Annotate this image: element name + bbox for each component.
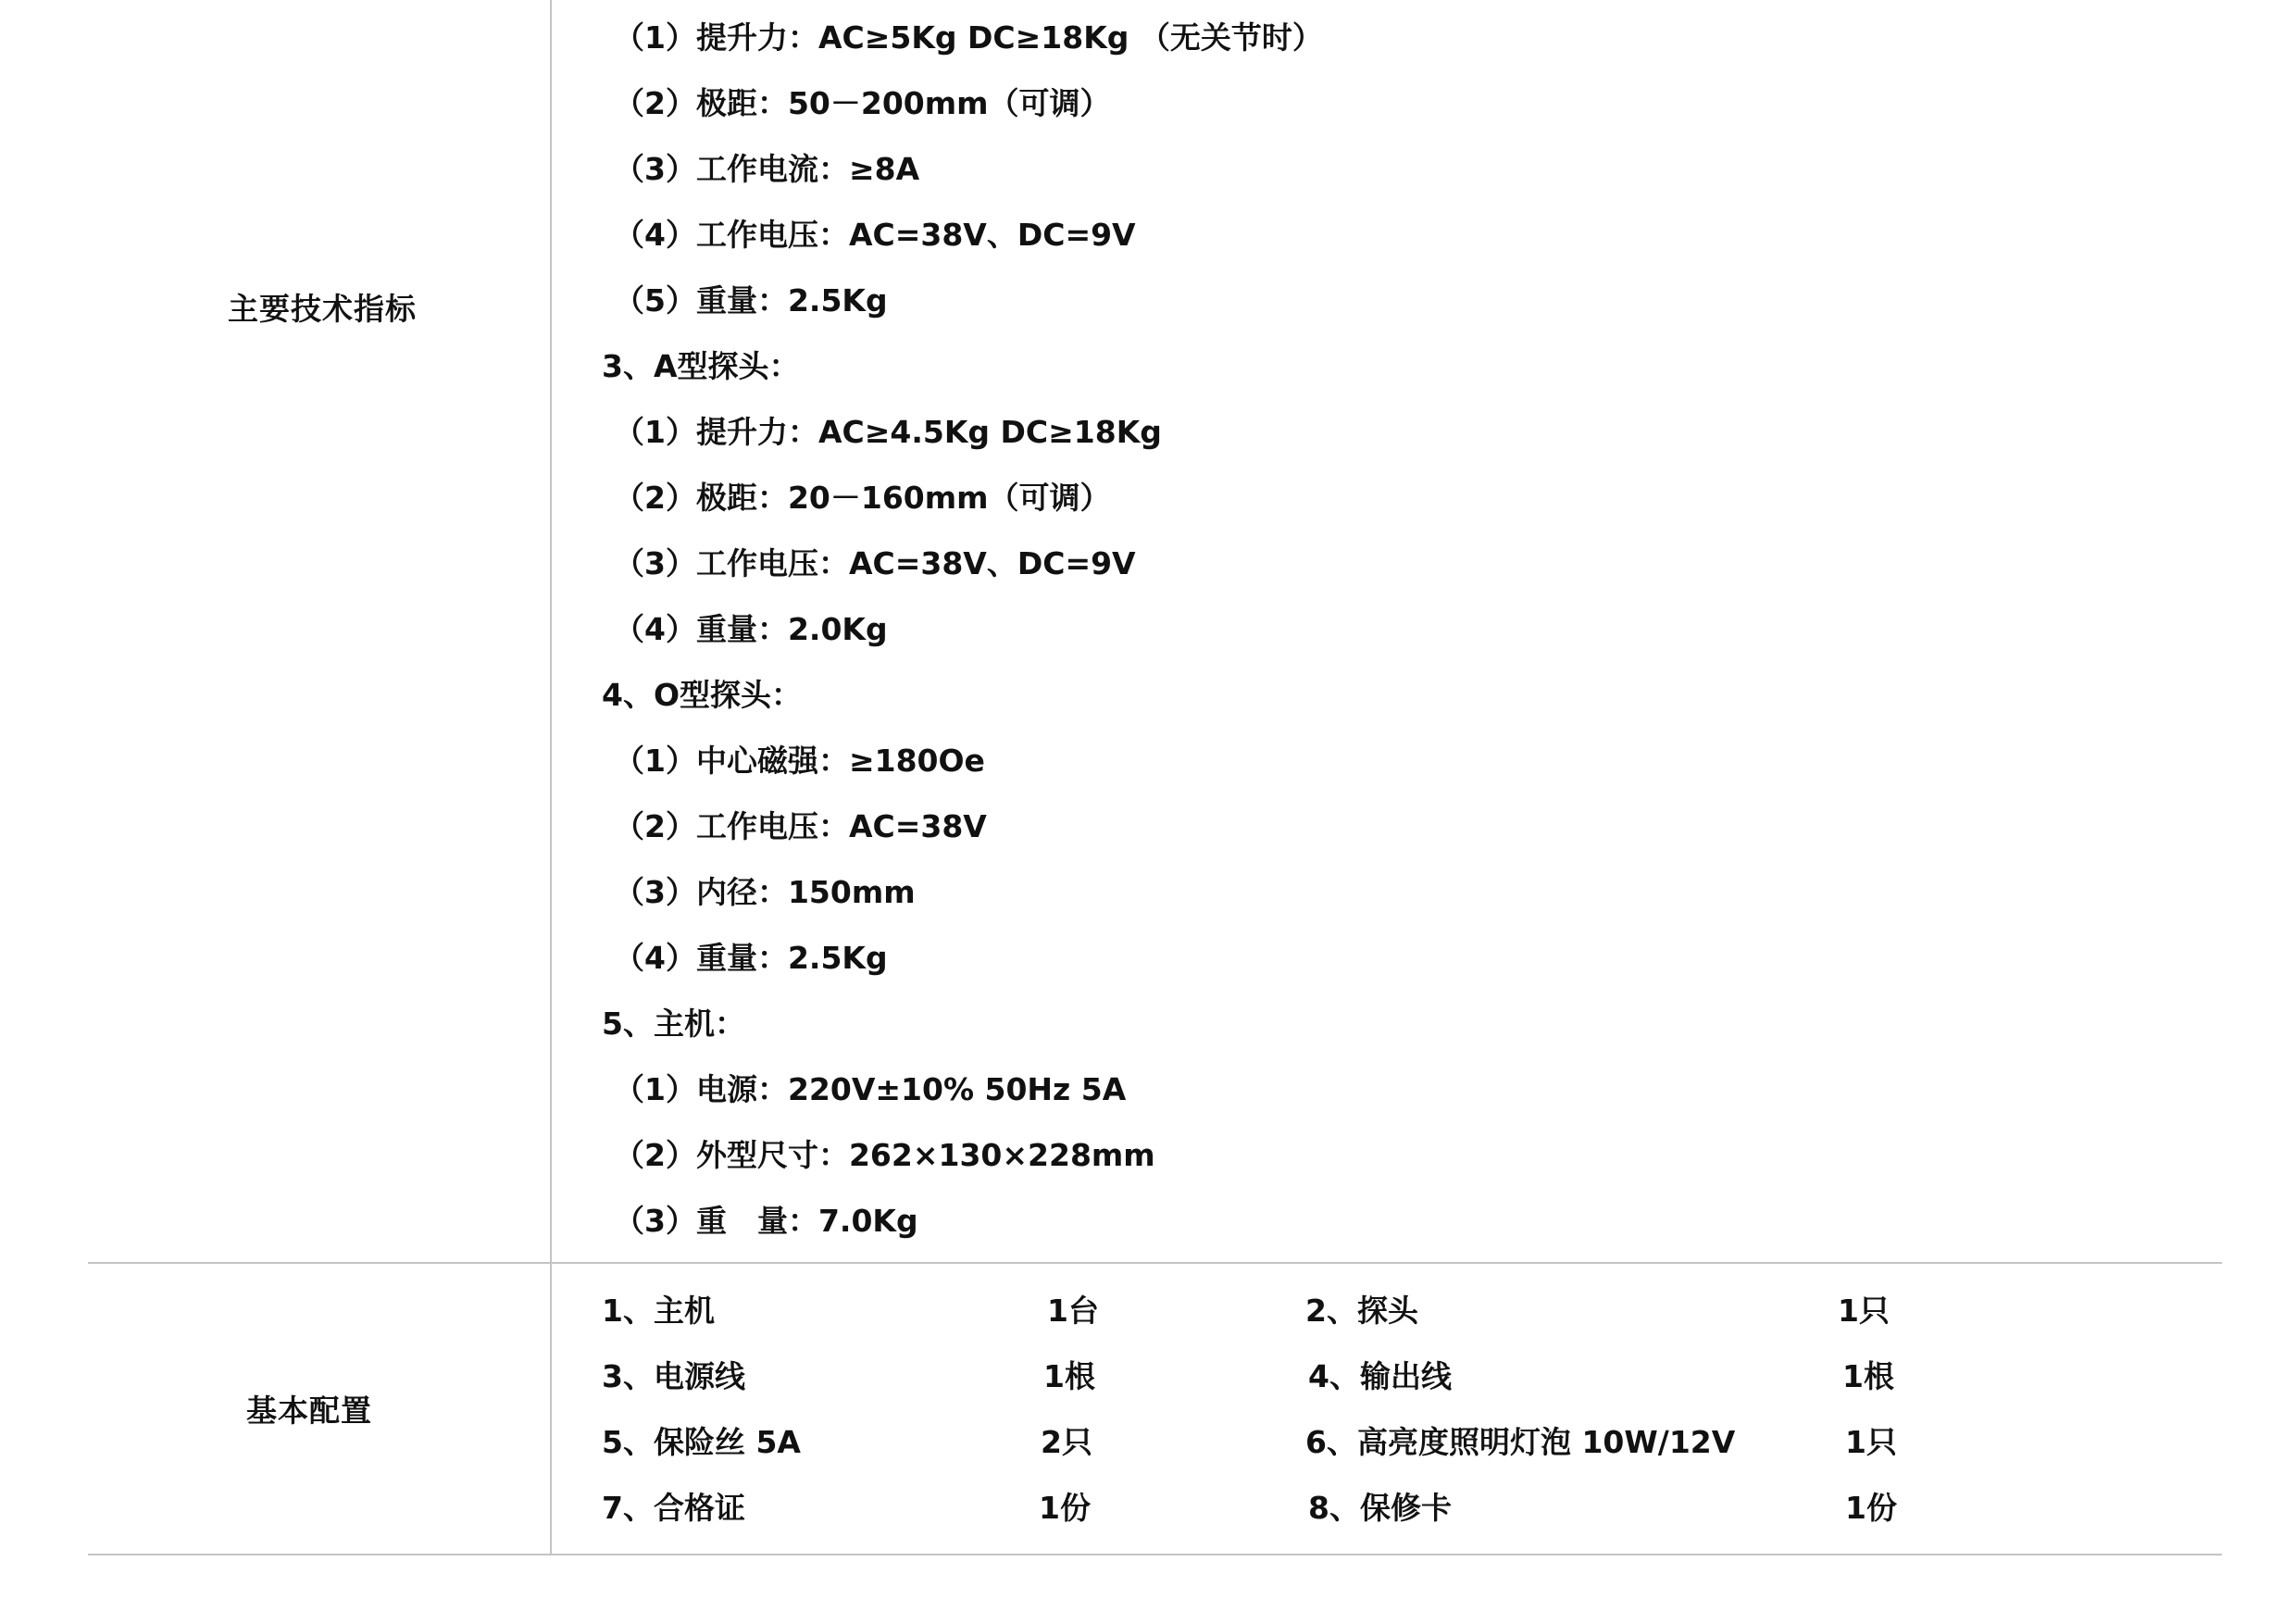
config-qty: 1只	[1845, 1424, 1897, 1460]
spec-heading: 4、O型探头：	[602, 677, 803, 713]
config-item: 3、电源线	[602, 1358, 745, 1394]
config-item: 1、主机	[602, 1293, 715, 1329]
spec-line: （1）中心磁强：≥180Oe	[614, 743, 985, 779]
config-row	[0, 1288, 2296, 1334]
config-item: 2、探头	[1305, 1293, 1418, 1329]
spec-line: （1）提升力：AC≥4.5Kg DC≥18Kg	[614, 414, 1162, 450]
config-row	[0, 1485, 2296, 1531]
spec-heading: 3、A型探头：	[602, 348, 800, 384]
config-item: 7、合格证	[602, 1490, 745, 1526]
spec-line: （4）工作电压：AC=38V、DC=9V	[614, 217, 1136, 253]
config-item: 5、保险丝 5A	[602, 1424, 801, 1460]
config-qty: 1份	[1039, 1490, 1091, 1526]
specs-label: 主要技术指标	[228, 291, 417, 327]
table-bottom-border	[88, 1554, 2222, 1555]
spec-line: （4）重量：2.5Kg	[614, 940, 888, 976]
spec-line: （3）工作电流：≥8A	[614, 151, 920, 187]
spec-line: （4）重量：2.0Kg	[614, 611, 888, 647]
config-item: 8、保修卡	[1308, 1490, 1452, 1526]
config-qty: 1根	[1842, 1358, 1894, 1394]
config-label: 基本配置	[246, 1393, 372, 1429]
spec-line: （3）重 量：7.0Kg	[614, 1203, 918, 1239]
config-qty: 1份	[1845, 1490, 1897, 1526]
spec-line: （2）外型尺寸：262×130×228mm	[614, 1137, 1155, 1173]
spec-line: （3）内径：150mm	[614, 874, 916, 910]
spec-line: （1）电源：220V±10% 50Hz 5A	[614, 1071, 1127, 1107]
spec-line: （2）极距：50－200mm（可调）	[614, 85, 1111, 121]
config-item: 4、输出线	[1308, 1358, 1452, 1394]
config-qty: 2只	[1041, 1424, 1092, 1460]
config-row	[0, 1354, 2296, 1400]
spec-list	[602, 15, 1323, 1264]
spec-line: （1）提升力：AC≥5Kg DC≥18Kg （无关节时）	[614, 19, 1323, 56]
spec-line: （2）极距：20－160mm（可调）	[614, 480, 1111, 516]
spec-line: （2）工作电压：AC=38V	[614, 808, 987, 844]
config-row	[0, 1419, 2296, 1466]
config-qty: 1台	[1047, 1293, 1099, 1329]
config-item: 6、高亮度照明灯泡 10W/12V	[1305, 1424, 1736, 1460]
config-qty: 1只	[1838, 1293, 1890, 1329]
spec-heading: 5、主机：	[602, 1006, 745, 1042]
spec-line: （3）工作电压：AC=38V、DC=9V	[614, 545, 1136, 581]
config-qty: 1根	[1043, 1358, 1095, 1394]
spec-line: （5）重量：2.5Kg	[614, 282, 888, 319]
